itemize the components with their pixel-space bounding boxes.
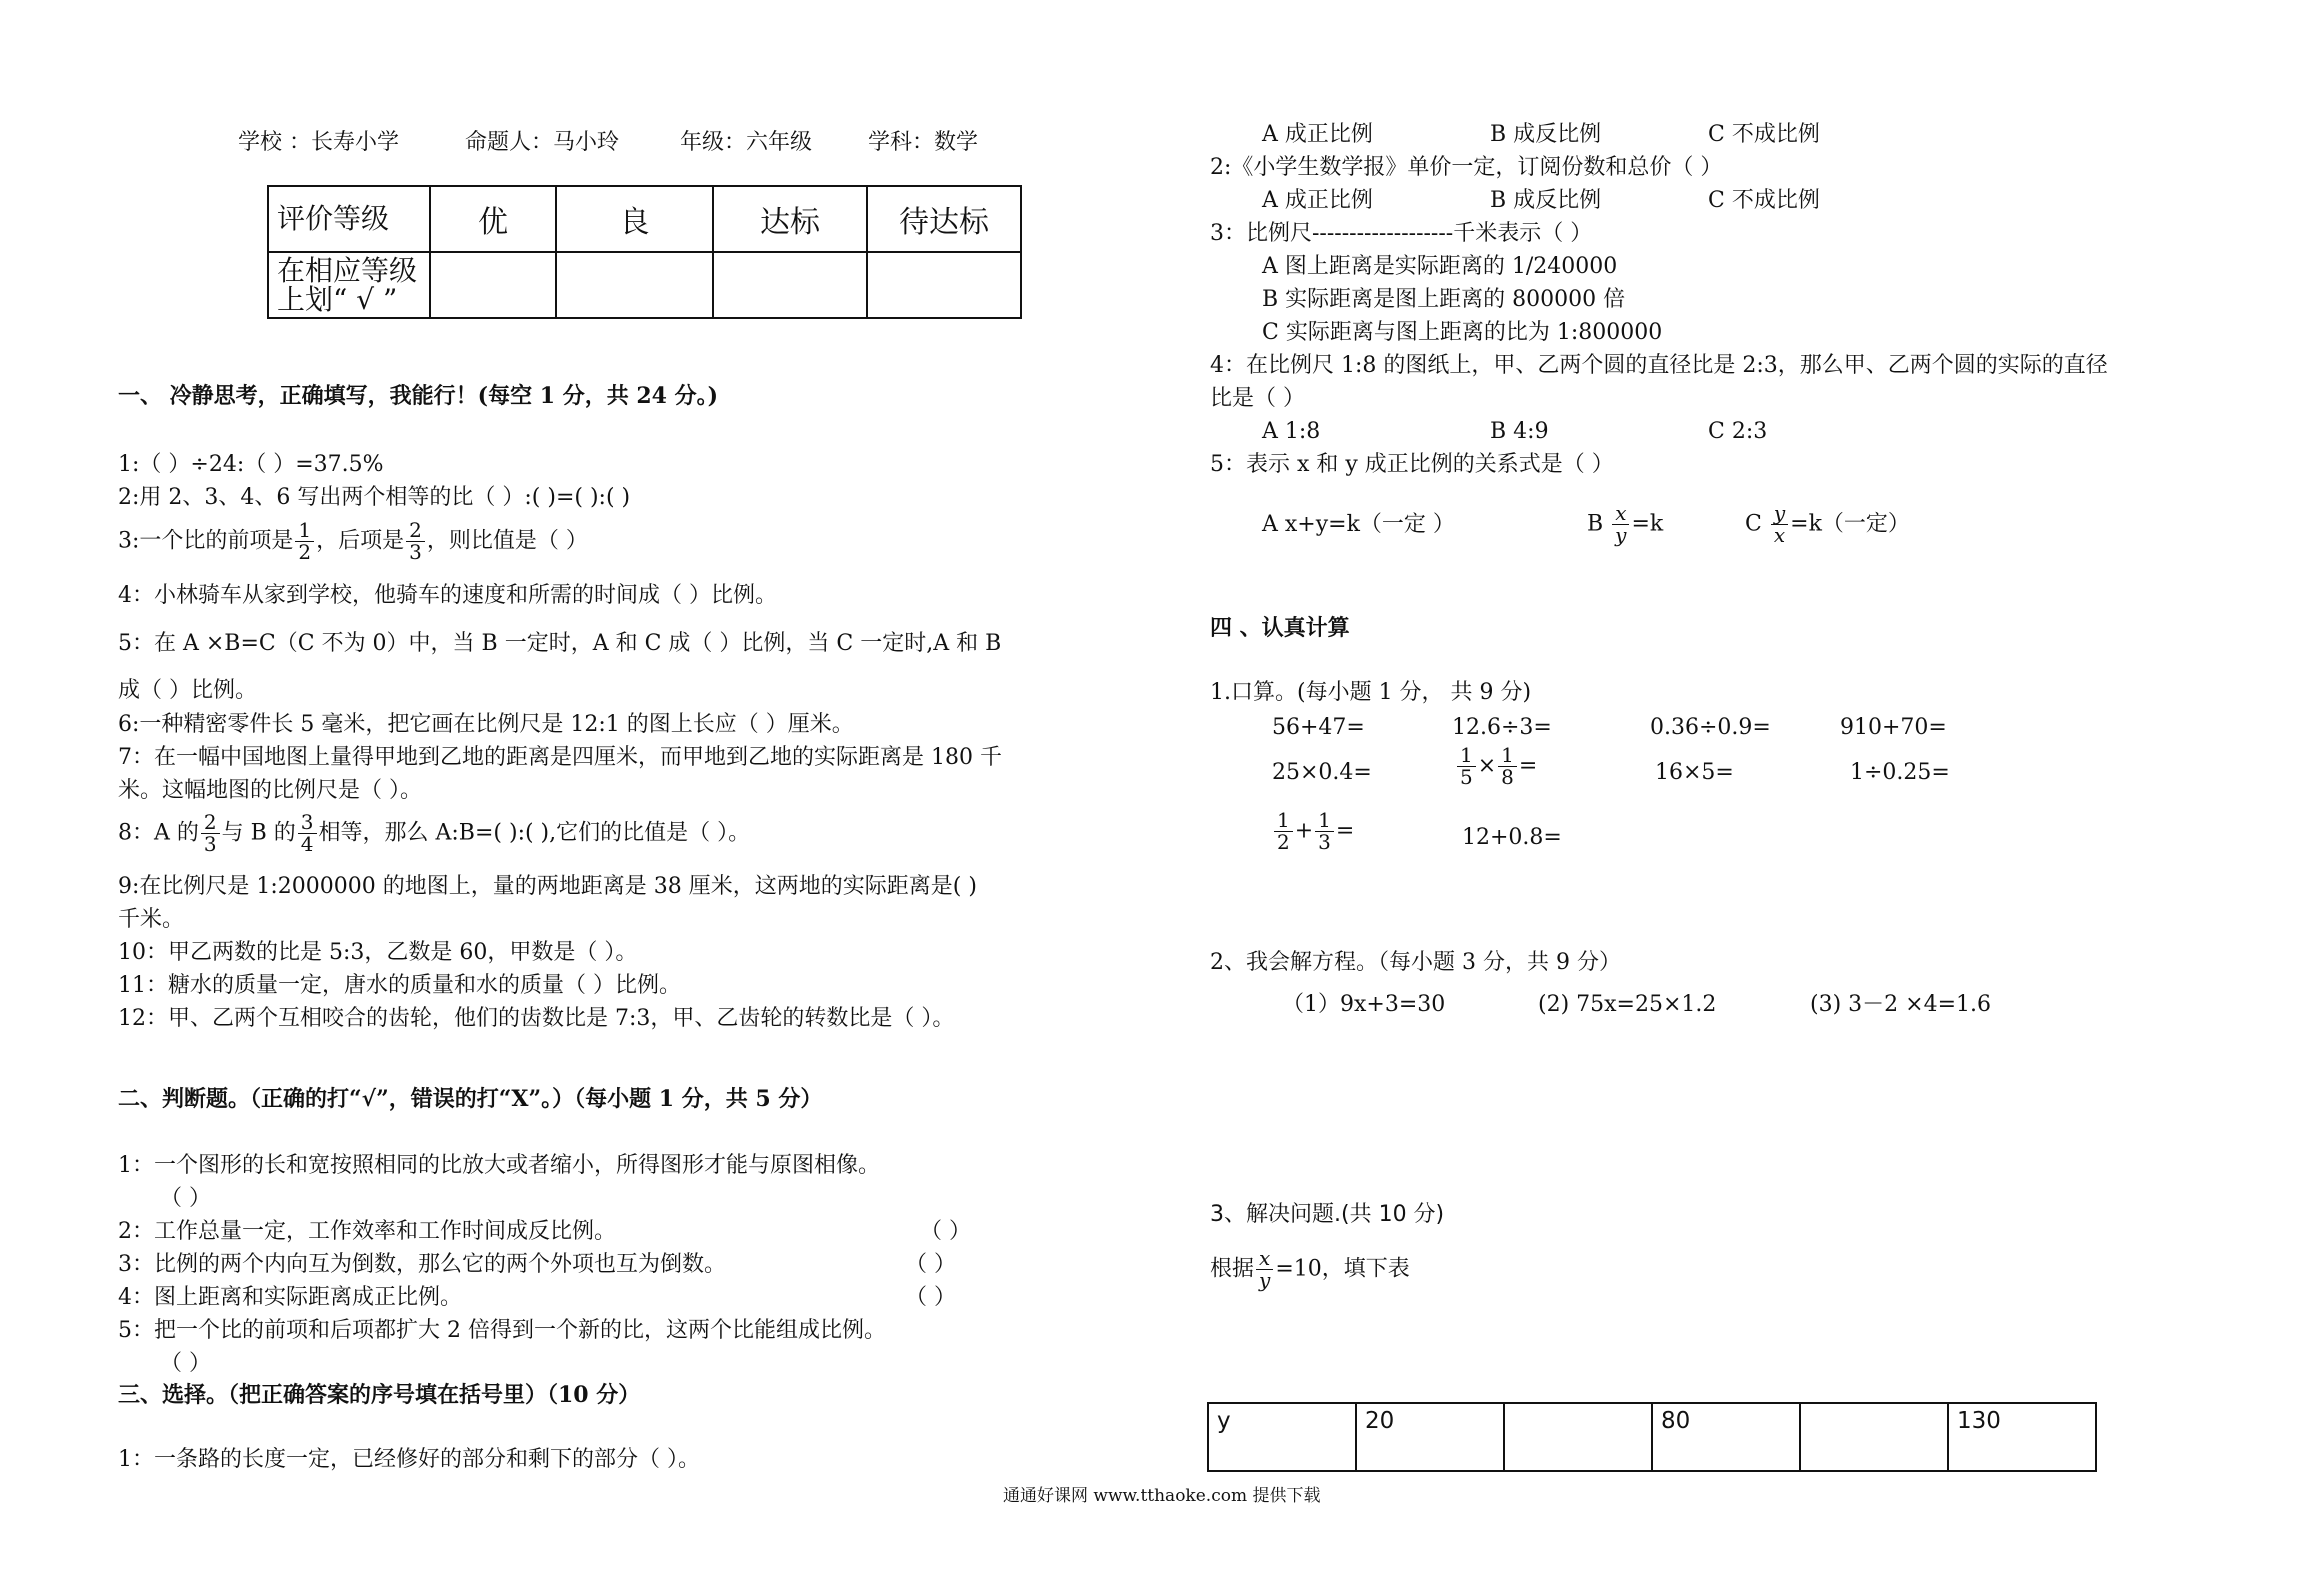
s3-q3-option-b: B 实际距离是图上距离的 800000 倍 — [1262, 287, 1626, 312]
s1-q1: 1:（ ）÷24:（ ）=37.5% — [118, 452, 384, 477]
page-footer: 通通好课网 www.tthaoke.com 提供下载 — [1003, 1486, 1321, 1506]
eval-mark-line1: 在相应等级 — [277, 253, 418, 287]
oral-problem: 12.6÷3= — [1452, 715, 1552, 740]
s4-problem-title: 3、解决问题.(共 10 分) — [1210, 1202, 1445, 1227]
s1-q10: 10：甲乙两数的比是 5:3，乙数是 60，甲数是（ ）。 — [118, 940, 638, 965]
equals: = — [1518, 753, 1538, 779]
fraction-den: x — [1773, 523, 1786, 547]
s1-q11: 11：糖水的质量一定，唐水的质量和水的质量（ ）比例。 — [118, 973, 681, 998]
s3-q2-option-a: A 成正比例 — [1262, 188, 1373, 213]
fraction — [1498, 745, 1517, 788]
s3-q5-option-a: A x+y=k（一定 ） — [1262, 512, 1455, 537]
oral-problem: 1÷0.25= — [1850, 760, 1950, 785]
s3-q5: 5：表示 x 和 y 成正比例的关系式是（ ） — [1210, 452, 1614, 477]
fraction-den: y — [1259, 1268, 1271, 1292]
s1-q12: 12：甲、乙两个互相咬合的齿轮，他们的齿数比是 7:3，甲、乙齿轮的转数比是（ ）。 — [118, 1006, 955, 1031]
s1-q3-text-c: ，则比值是（ ） — [426, 528, 588, 554]
y-value-table — [1207, 1402, 2097, 1472]
s1-q9-line2: 千米。 — [118, 907, 185, 932]
header-author: 命题人：马小玲 — [465, 130, 620, 155]
evaluation-row — [268, 186, 1021, 252]
fraction-den: 3 — [409, 540, 422, 564]
s3-q5-option-b — [1587, 503, 1663, 546]
s2-q3: 3：比例的两个内向互为倒数，那么它的两个外项也互为倒数。 — [118, 1252, 726, 1277]
equation: (2) 75x=25×1.2 — [1538, 992, 1717, 1017]
fraction-num: 2 — [406, 520, 425, 542]
evaluation-row — [268, 252, 1021, 318]
fraction-den: 3 — [1318, 830, 1331, 854]
s1-q7-line1: 7：在一幅中国地图上量得甲地到乙地的距离是四厘米，而甲地到乙地的实际距离是 180 千 — [118, 745, 1002, 770]
s3-q5-option-b-rest: =k — [1631, 511, 1664, 537]
s3-q4-option-b: B 4:9 — [1490, 419, 1549, 444]
eval-cell: 达标 — [713, 186, 867, 252]
fraction-num: 1 — [1457, 745, 1476, 767]
s1-q5-line1: 5：在 A ×B=C（C 不为 0）中，当 B 一定时，A 和 C 成（ ）比例，当 C 一定时,A 和 B — [118, 631, 1002, 656]
eval-mark-line2: 上划“ √ ” — [277, 283, 398, 316]
s3-q4-option-c: C 2:3 — [1708, 419, 1768, 444]
fraction-den: 4 — [300, 832, 314, 856]
table-cell: 130 — [1948, 1403, 2096, 1471]
s1-q3 — [118, 520, 588, 563]
s3-q4-option-a: A 1:8 — [1262, 419, 1321, 444]
s1-q3-text-b: ，后项是 — [316, 528, 405, 554]
s1-q6: 6:一种精密零件长 5 毫米，把它画在比例尺是 12:1 的图上长应（ ）厘米。 — [118, 712, 854, 737]
s1-q8-text-a: 8：A 的 — [118, 820, 199, 846]
fraction-num: y — [1771, 503, 1788, 525]
eval-mark-cell[interactable] — [430, 252, 556, 318]
s3-q5-option-c-label: C — [1745, 511, 1762, 537]
fraction-den: y — [1615, 523, 1627, 547]
equation: (3) 3－2 ×4=1.6 — [1810, 992, 1991, 1017]
fraction-num: 2 — [201, 812, 220, 834]
header-school: 学校 ：长寿小学 — [238, 130, 399, 155]
s2-q4: 4：图上距离和实际距离成正比例。 — [118, 1285, 462, 1310]
fraction — [406, 520, 425, 563]
eval-cell: 优 — [430, 186, 556, 252]
fraction-num: x — [1256, 1248, 1273, 1270]
oral-problem: 0.36÷0.9= — [1650, 715, 1771, 740]
s3-q3-option-a: A 图上距离是实际距离的 1/240000 — [1262, 254, 1618, 279]
s3-q1: 1：一条路的长度一定，已经修好的部分和剩下的部分（ ）。 — [118, 1447, 700, 1472]
s3-q2-option-b: B 成反比例 — [1490, 188, 1602, 213]
oral-problem: 16×5= — [1655, 760, 1734, 785]
oral-problem: 56+47= — [1272, 715, 1365, 740]
fraction-den: 2 — [1277, 830, 1290, 854]
s3-q1-option-b: B 成反比例 — [1490, 122, 1602, 147]
s1-q8-text-b: 与 B 的 — [221, 820, 296, 846]
fraction — [298, 812, 317, 855]
section3-title: 三、选择。（把正确答案的序号填在括号里）（10 分） — [118, 1382, 641, 1408]
s4-problem-statement — [1210, 1248, 1410, 1291]
eval-mark-label — [268, 252, 430, 318]
fraction — [1256, 1248, 1273, 1291]
fraction-num: 1 — [1315, 810, 1334, 832]
eval-cell: 待达标 — [867, 186, 1021, 252]
eval-mark-cell[interactable] — [556, 252, 713, 318]
eval-mark-cell[interactable] — [713, 252, 867, 318]
s4-oral-title: 1.口算。(每小题 1 分， 共 9 分) — [1210, 680, 1532, 705]
fraction-den: 8 — [1501, 765, 1514, 789]
eval-cell: 评价等级 — [268, 186, 430, 252]
fraction-den: 3 — [203, 832, 217, 856]
fraction — [1274, 810, 1293, 853]
header-grade: 年级：六年级 — [680, 130, 813, 155]
s3-q2-option-c: C 不成比例 — [1708, 188, 1820, 213]
s3-q5-option-c-rest: =k（一定） — [1790, 511, 1910, 537]
operator: × — [1477, 753, 1497, 779]
s1-q5-line2: 成（ ）比例。 — [118, 678, 257, 703]
s2-q1-answer-blank: （ ） — [160, 1186, 211, 1211]
fraction-den: 5 — [1460, 765, 1473, 789]
fraction-num: 1 — [1498, 745, 1517, 767]
fraction-num: x — [1612, 503, 1629, 525]
oral-problem: 25×0.4= — [1272, 760, 1372, 785]
section2-title: 二、判断题。（正确的打“√”，错误的打“X”。）（每小题 1 分，共 5 分） — [118, 1086, 823, 1112]
equation: （1）9x+3=30 — [1282, 992, 1446, 1017]
s2-q1: 1：一个图形的长和宽按照相同的比放大或者缩小，所得图形才能与原图相像。 — [118, 1153, 880, 1178]
s1-q4: 4：小林骑车从家到学校，他骑车的速度和所需的时间成（ ）比例。 — [118, 583, 777, 608]
fraction — [295, 520, 314, 563]
table-row — [1208, 1403, 2096, 1471]
s1-q7-line2: 米。这幅地图的比例尺是（ ）。 — [118, 778, 422, 803]
table-cell[interactable] — [1504, 1403, 1652, 1471]
s4-equation-title: 2、我会解方程。（每小题 3 分，共 9 分） — [1210, 950, 1621, 975]
s3-q5-option-b-label: B — [1587, 511, 1604, 537]
s3-q5-option-c — [1745, 503, 1910, 546]
oral-problem-fraction — [1272, 810, 1354, 853]
fraction-den: 2 — [298, 540, 312, 564]
section1-title: 一、 冷静思考，正确填写，我能行！(每空 1 分，共 24 分。) — [118, 383, 719, 409]
operator: + — [1294, 818, 1314, 844]
s4-problem-text-a: 根据 — [1210, 1256, 1255, 1282]
fraction — [1315, 810, 1334, 853]
s4-problem-text-b: =10，填下表 — [1275, 1256, 1410, 1282]
fraction-num: 3 — [298, 812, 317, 834]
s2-q5: 5：把一个比的前项和后项都扩大 2 倍得到一个新的比，这两个比能组成比例。 — [118, 1318, 886, 1343]
table-cell: y — [1208, 1403, 1356, 1471]
fraction — [201, 812, 220, 855]
s3-q2: 2:《小学生数学报》单价一定，订阅份数和总价（ ） — [1210, 155, 1723, 180]
s3-q4-line1: 4：在比例尺 1:8 的图纸上，甲、乙两个圆的直径比是 2:3，那么甲、乙两个圆的实际的直径 — [1210, 353, 2108, 378]
fraction-num: 1 — [1274, 810, 1293, 832]
s3-q1-option-a: A 成正比例 — [1262, 122, 1373, 147]
evaluation-table — [267, 185, 1022, 319]
equals: = — [1335, 818, 1355, 844]
s1-q8-text-c: 相等，那么 A:B=( ):( ),它们的比值是（ ）。 — [318, 820, 751, 846]
s3-q3: 3：比例尺-------------------千米表示（ ） — [1210, 221, 1593, 246]
s2-q2-answer-blank: （ ） — [920, 1219, 971, 1244]
oral-problem: 12+0.8= — [1462, 825, 1562, 850]
s2-q3-answer-blank: （ ） — [905, 1252, 956, 1277]
oral-problem-fraction — [1455, 745, 1537, 788]
fraction-num: 1 — [295, 520, 314, 542]
table-cell: 20 — [1356, 1403, 1504, 1471]
fraction — [1457, 745, 1476, 788]
eval-cell: 良 — [556, 186, 713, 252]
s1-q2: 2:用 2、3、4、6 写出两个相等的比（ ）:( )=( ):( ) — [118, 485, 631, 510]
s3-q1-option-c: C 不成比例 — [1708, 122, 1820, 147]
s1-q9-line1: 9:在比例尺是 1:2000000 的地图上，量的两地距离是 38 厘米，这两地的实际距离是( ) — [118, 874, 977, 899]
table-cell: 80 — [1652, 1403, 1800, 1471]
fraction — [1771, 503, 1788, 546]
s1-q8 — [118, 812, 750, 855]
oral-problem: 910+70= — [1840, 715, 1947, 740]
header-subject: 学科：数学 — [868, 130, 979, 155]
table-cell[interactable] — [1800, 1403, 1948, 1471]
s2-q5-answer-blank: （ ） — [160, 1351, 211, 1376]
eval-mark-cell[interactable] — [867, 252, 1021, 318]
fraction — [1612, 503, 1629, 546]
s3-q3-option-c: C 实际距离与图上距离的比为 1:800000 — [1262, 320, 1663, 345]
s2-q4-answer-blank: （ ） — [905, 1285, 956, 1310]
section4-title: 四 、认真计算 — [1210, 615, 1350, 641]
s3-q4-line2: 比是（ ） — [1210, 386, 1305, 411]
s2-q2: 2：工作总量一定，工作效率和工作时间成反比例。 — [118, 1219, 616, 1244]
s1-q3-text-a: 3:一个比的前项是 — [118, 528, 294, 554]
